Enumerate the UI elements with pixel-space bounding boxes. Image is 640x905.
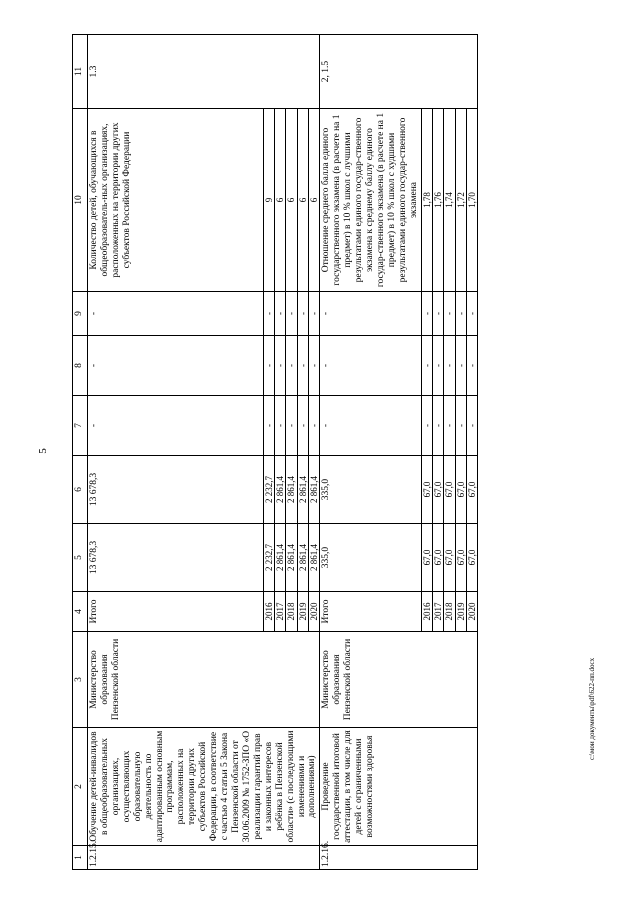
year-cell-c10: 1,78 — [421, 109, 432, 292]
year-cell-c8: - — [433, 336, 444, 396]
total-value-9: - — [88, 292, 264, 336]
total-value-5: 13 678,3 — [88, 524, 264, 592]
year-cell-c7: - — [444, 396, 455, 456]
year-cell-c8: - — [467, 336, 478, 396]
year-cell-c5: 2 861,4 — [286, 524, 297, 592]
year-cell-c5: 2 861,4 — [309, 524, 320, 592]
total-value-7: - — [88, 396, 264, 456]
col-1: 1 — [73, 846, 88, 870]
col-8: 8 — [73, 336, 88, 396]
year-cell-c7: - — [421, 396, 432, 456]
goal-ref: 2, 1.5 — [320, 35, 478, 109]
col-6: 6 — [73, 456, 88, 524]
year-cell-c6: 67,0 — [455, 456, 466, 524]
year-cell-c6: 2 861,4 — [309, 456, 320, 524]
col-3: 3 — [73, 632, 88, 728]
year-cell-c10: 6 — [274, 109, 285, 292]
year-cell-c9: - — [421, 292, 432, 336]
year-cell-c6: 2 861,4 — [297, 456, 308, 524]
total-value-5: 335,0 — [320, 524, 421, 592]
year-cell-c6: 2 232,7 — [263, 456, 274, 524]
year-cell-c9: - — [467, 292, 478, 336]
year-cell-c7: - — [455, 396, 466, 456]
executor: Министерство образования Пензенской области — [320, 632, 478, 728]
year-cell-c5: 67,0 — [455, 524, 466, 592]
year-cell-c5: 67,0 — [433, 524, 444, 592]
year-cell-c5: 67,0 — [444, 524, 455, 592]
year-cell-c10: 6 — [297, 109, 308, 292]
year-cell-c8: - — [455, 336, 466, 396]
row-number: 1.2.16. — [320, 846, 478, 870]
rotated-page — [72, 35, 602, 870]
year-cell-c6: 2 861,4 — [274, 456, 285, 524]
year-cell-c6: 2 861,4 — [286, 456, 297, 524]
year-cell-c5: 67,0 — [467, 524, 478, 592]
year-cell-c9: - — [286, 292, 297, 336]
total-value-7: - — [320, 396, 421, 456]
year-cell-c7: - — [309, 396, 320, 456]
year-cell-c10: 1,72 — [455, 109, 466, 292]
year-cell-y: 2020 — [467, 592, 478, 632]
col-11: 11 — [73, 35, 88, 109]
year-cell-c8: - — [286, 336, 297, 396]
year-cell-y: 2019 — [297, 592, 308, 632]
year-cell-y: 2019 — [455, 592, 466, 632]
year-cell-c9: - — [444, 292, 455, 336]
year-cell-c8: - — [309, 336, 320, 396]
year-cell-c9: - — [297, 292, 308, 336]
year-cell-c10: 9 — [263, 109, 274, 292]
year-cell-c7: - — [433, 396, 444, 456]
indicator: Количество детей, обучающихся в общеобразователь-ных организациях, расположенных на территории других субъектов Российской Федерации — [88, 109, 264, 292]
year-cell-c9: - — [263, 292, 274, 336]
year-cell-c10: 6 — [286, 109, 297, 292]
year-cell-c10: 1,74 — [444, 109, 455, 292]
col-7: 7 — [73, 396, 88, 456]
year-cell-y: 2016 — [263, 592, 274, 632]
measure-name: Обучение детей-инвалидов в общеобразовательных организациях, осуществляющих образовательную деятельность по адаптированным основным программам, расположенных на территории других субъектов Российской Федерации, в соответствие с частью 4 статьи 5 Закона Пензенской области от 30.06.2009 № 1752-ЗПО «О реализации гарантий прав и законных интересов ребёнка в Пензенской области» (с последующими изменениями и дополнениями) — [88, 728, 320, 846]
year-cell-c6: 67,0 — [421, 456, 432, 524]
year-cell-c9: - — [309, 292, 320, 336]
year-cell-c8: - — [421, 336, 432, 396]
total-value-8: - — [320, 336, 421, 396]
total-value-9: - — [320, 292, 421, 336]
year-cell-c9: - — [274, 292, 285, 336]
measure-name: Проведение государственной итоговой аттестации, в том числе для детей с ограниченными возможностями здоровья — [320, 728, 478, 846]
col-4: 4 — [73, 592, 88, 632]
year-cell-c8: - — [297, 336, 308, 396]
row-number: 1.2.15. — [88, 846, 320, 870]
executor: Министерство образования Пензенской области — [88, 632, 320, 728]
total-label: Итого — [320, 592, 421, 632]
total-value-6: 335,0 — [320, 456, 421, 524]
year-cell-c9: - — [455, 292, 466, 336]
column-number-row — [73, 35, 88, 870]
indicator: Отношение среднего балла единого государственного экзамена (в расчете на 1 предмет) в 10 % школ с лучшими результатами единого государ-ственного экзамена к среднему баллу единого государ-ственного экзамена (в расчете на 1 предмет) в 10 % школ с худшими результатами единого государ-ственного экзамена — [320, 109, 421, 292]
footer-path: c:\мои документы\pdf\622-пп.docx — [588, 657, 596, 760]
total-value-6: 13 678,3 — [88, 456, 264, 524]
year-cell-y: 2018 — [444, 592, 455, 632]
table-row — [320, 35, 421, 870]
year-cell-c9: - — [433, 292, 444, 336]
year-cell-y: 2018 — [286, 592, 297, 632]
total-label: Итого — [88, 592, 264, 632]
year-cell-c5: 2 861,4 — [297, 524, 308, 592]
year-cell-c8: - — [263, 336, 274, 396]
total-value-8: - — [88, 336, 264, 396]
year-cell-c7: - — [297, 396, 308, 456]
year-cell-c8: - — [444, 336, 455, 396]
year-cell-c5: 2 232,7 — [263, 524, 274, 592]
year-cell-c7: - — [286, 396, 297, 456]
year-cell-y: 2016 — [421, 592, 432, 632]
year-cell-c7: - — [467, 396, 478, 456]
page-number: 5 — [36, 448, 49, 454]
year-cell-c5: 2 861,4 — [274, 524, 285, 592]
year-cell-c6: 67,0 — [444, 456, 455, 524]
year-cell-c10: 1,70 — [467, 109, 478, 292]
year-cell-y: 2017 — [433, 592, 444, 632]
year-cell-c10: 6 — [309, 109, 320, 292]
table-row — [88, 35, 264, 870]
program-table — [72, 34, 478, 870]
year-cell-c7: - — [263, 396, 274, 456]
year-cell-y: 2020 — [309, 592, 320, 632]
year-cell-c6: 67,0 — [467, 456, 478, 524]
goal-ref: 1.3 — [88, 35, 320, 109]
col-9: 9 — [73, 292, 88, 336]
col-2: 2 — [73, 728, 88, 846]
col-10: 10 — [73, 109, 88, 292]
year-cell-y: 2017 — [274, 592, 285, 632]
year-cell-c5: 67,0 — [421, 524, 432, 592]
year-cell-c6: 67,0 — [433, 456, 444, 524]
col-5: 5 — [73, 524, 88, 592]
year-cell-c7: - — [274, 396, 285, 456]
year-cell-c8: - — [274, 336, 285, 396]
year-cell-c10: 1,76 — [433, 109, 444, 292]
